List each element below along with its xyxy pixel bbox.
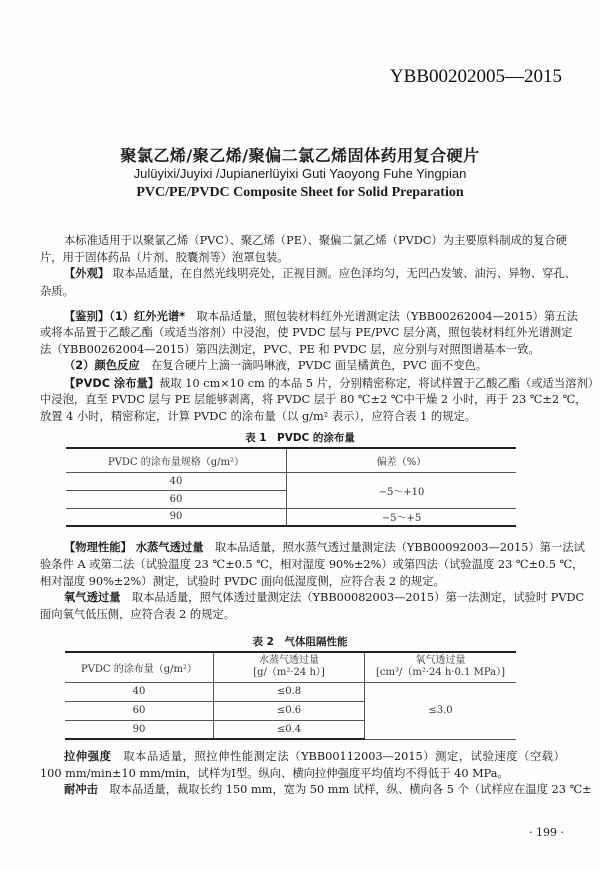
appearance-line: 杂质。 [40, 285, 74, 298]
impact-text: 取本品适量，裁取长约 150 mm，宽为 50 mm 试样，纵、横向各 5 个（试样应在温度 23 ℃± [109, 783, 592, 796]
impact-label: 耐冲击 [64, 783, 98, 796]
coating-line: 放置 4 小时，精密称定，计算 PVDC 的涂布量（以 g/m² 表示），应符合表 1 的规定。 [40, 410, 477, 423]
title-english: PVC/PE/PVDC Composite Sheet for Solid Preparation [136, 185, 464, 200]
coating-line: 中浸泡，直至 PVDC 层与 PE 层能够剥离，将 PVDC 层于 80 ℃±2 ℃中干燥 2 小时，再于 23 ℃±2 ℃， [40, 393, 587, 406]
tensile-label: 拉伸强度 [64, 750, 112, 763]
oxygen-line [64, 590, 585, 606]
identification-line: 法（YBB00262004—2015）第四法测定，PVC、PE 和 PVDC 层，应分别与对照图谱基本一致。 [40, 343, 540, 356]
table1-header: PVDC 的涂布量规格（g/m²） [66, 448, 287, 472]
table1 [66, 447, 516, 527]
tensile-text: 取本品适量，照拉伸性能测定法（YBB00112003—2015）测定，试验速度（空载） [123, 750, 565, 763]
table1-cell: 60 [66, 490, 287, 508]
oxygen-line: 面向氧气低压侧，应符合表 2 的规定。 [40, 608, 236, 621]
coating-label: 【PVDC 涂布量】 [64, 377, 160, 390]
appearance-text: 取本品适量，在自然光线明亮处，正视目测。应色泽均匀，无凹凸发皱、油污、异物、穿孔、 [112, 267, 576, 280]
table2-cell: ≤0.4 [214, 720, 365, 739]
identification-line: 或将本品置于乙酸乙酯（或适当溶剂）中浸泡，使 PVDC 层与 PE/PVC 层分离，照包装材料红外光谱测定 [40, 326, 573, 339]
table2-cell: ≤0.6 [214, 701, 365, 720]
appearance-line [64, 266, 576, 282]
oxygen-unit: [cm³/（m²·24 h·0.1 MPa）] [375, 667, 506, 679]
impact-line [64, 782, 592, 798]
appearance-label: 【外观】 [64, 267, 110, 280]
table2-cell: ≤3.0 [365, 682, 517, 739]
water-vapor-line: 相对湿度 90%±2%）测定，试验时 PVDC 面向低湿度侧，应符合表 2 的规定。 [40, 575, 445, 588]
identification-text: 取本品适量，照包装材料红外光谱测定法（YBB00262004—2015）第五法 [196, 310, 578, 323]
title-pinyin: Julüyixi/Juyixi /Jupianerlüyixi Guti Yaoyong Fuhe Yingpian [133, 166, 467, 181]
table2 [65, 651, 516, 740]
water-vapor-text: 取本品适量，照水蒸气透过量测定法（YBB00092003—2015）第一法试 [214, 541, 585, 554]
water-vapor-label: 【物理性能】 水蒸气透过量 [64, 541, 204, 554]
tensile-line: 100 mm/min±10 mm/min，试样为Ⅰ型。纵向、横向拉伸强度平均值均不得低于 40 MPa。 [40, 767, 509, 780]
page-number: · 199 · [529, 826, 564, 839]
table2-header [214, 652, 365, 682]
table2-cell: 90 [65, 720, 214, 739]
water-vapor-unit: [g/（m²·24 h）] [253, 667, 325, 679]
table1-cell: 40 [66, 472, 287, 490]
table2-cell: ≤0.8 [214, 682, 365, 701]
color-reaction-label: （2）颜色反应 [64, 359, 140, 372]
color-reaction-line [64, 358, 565, 374]
coating-text: 裁取 10 cm×10 cm 的本品 5 片，分别精密称定，将试样置于乙酸乙酯（或适当溶剂） [159, 377, 600, 390]
table2-header [365, 652, 517, 682]
water-vapor-line [64, 540, 585, 556]
standard-number: YBB00202005—2015 [389, 66, 562, 87]
table2-cell: 40 [65, 682, 214, 701]
table1-cell: −5～+10 [287, 472, 517, 508]
table2-caption: 表 2 气体阻隔性能 [252, 636, 348, 648]
table1-cell: −5～+5 [287, 508, 517, 526]
color-reaction-text: 在复合硬片上滴一滴吗啉液，PVDC 面呈橘黄色，PVC 面不变色。 [150, 359, 488, 372]
table1-caption: 表 1 PVDC 的涂布量 [245, 432, 355, 444]
scope-line: 本标准适用于以聚氯乙烯（PVC）、聚乙烯（PE）、聚偏二氯乙烯（PVDC）为主要原料制成的复合硬 [64, 234, 567, 247]
scope-line: 片，用于固体药品（片剂、胶囊剂等）泡罩包装。 [40, 251, 289, 264]
oxygen-header: 氧气透过量 [415, 655, 466, 667]
coating-line [64, 376, 600, 392]
title-chinese: 聚氯乙烯/聚乙烯/聚偏二氯乙烯固体药用复合硬片 [120, 146, 480, 165]
table2-header: PVDC 的涂布量（g/m²） [65, 652, 214, 682]
water-vapor-header: 水蒸气透过量 [259, 655, 319, 667]
table1-cell: 90 [66, 508, 287, 526]
oxygen-label: 氧气透过量 [64, 591, 121, 604]
table1-header: 偏差（%） [287, 448, 517, 472]
water-vapor-line: 验条件 A 或第二法（试验温度 23 ℃±0.5 ℃，相对湿度 90%±2%）或第四法（试验温度 23 ℃±0.5 ℃， [40, 558, 584, 571]
tensile-line [64, 749, 565, 765]
identification-label: 【鉴别】（1）红外光谱* [64, 310, 186, 323]
oxygen-text: 取本品适量，照气体透过量测定法（YBB00082003—2015）第一法测定，试验时 PVDC [131, 591, 585, 604]
identification-line [64, 309, 578, 325]
table2-cell: 60 [65, 701, 214, 720]
